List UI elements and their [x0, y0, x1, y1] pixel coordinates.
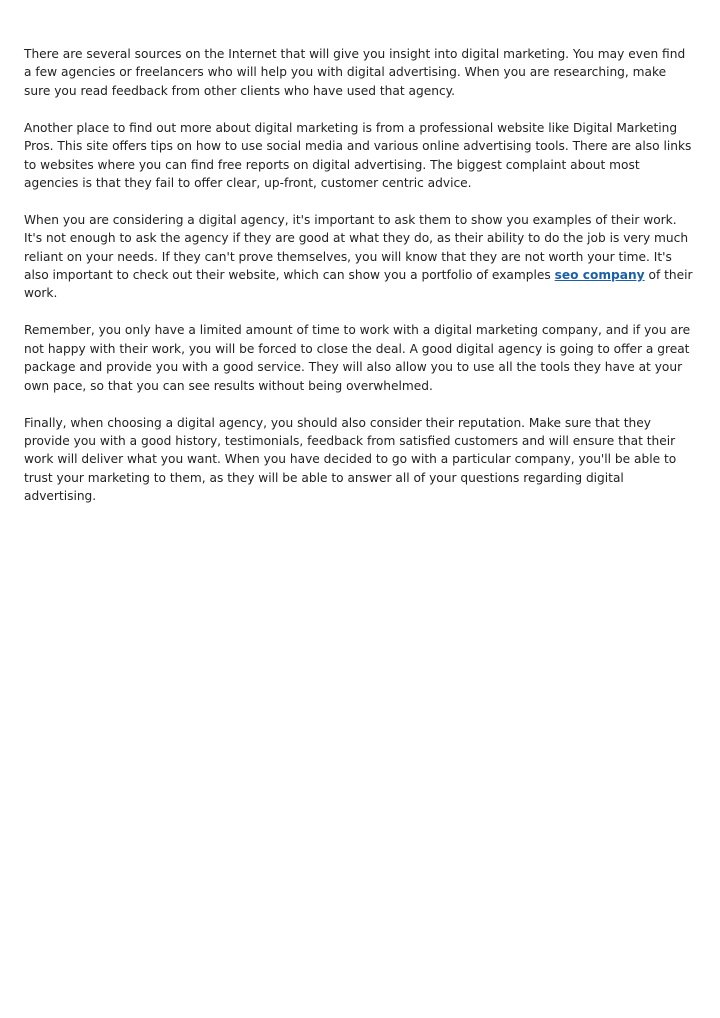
paragraph-5: Finally, when choosing a digital agency, you should also consider their reputation. Make sure that they provide you with a good history, testimonials, feedback from satisfied customers and will ensure that their work will deliver what you want. When you have decided to go with a particular company, you'll be able to trust your marketing to them, as they will be able to answer all of your questions regarding digital advertising.: [24, 415, 677, 504]
paragraph-3-text-after: of their work.: [24, 268, 693, 301]
paragraph-4: Remember, you only have a limited amount of time to work with a digital marketing company, and if you are not happy with their work, you will be forced to close the deal. A good digital agency is going to offer a great package and provide you with a good service. They will also allow you to use all the tools they have at your own pace, so that you can see results without being overwhelmed.: [24, 323, 691, 393]
paragraph-3: [24, 211, 696, 303]
seo-company-link[interactable]: seo company: [554, 268, 645, 283]
paragraph-3-text-before: When you are considering a digital agency, it's important to ask them to show you examples of their work. It's not enough to ask the agency if they are good at what they do, as their ability to do the job is very much reliant on your needs. If they can't prove themselves, you will know that they are not worth your time. It's also important to check out their website, which can show you a portfolio of examples: [24, 212, 689, 283]
article-body: [24, 45, 696, 524]
paragraph-1: There are several sources on the Internet that will give you insight into digital marketing. You may even find a few agencies or freelancers who will help you with digital advertising. When you are researching, make sure you read feedback from other clients who have used that agency.: [24, 47, 686, 98]
paragraph-2: Another place to find out more about digital marketing is from a professional website like Digital Marketing Pros. This site offers tips on how to use social media and various online advertising tools. There are also links to websites where you can find free reports on digital advertising. The biggest complaint about most agencies is that they fail to offer clear, up-front, customer centric advice.: [24, 120, 692, 190]
